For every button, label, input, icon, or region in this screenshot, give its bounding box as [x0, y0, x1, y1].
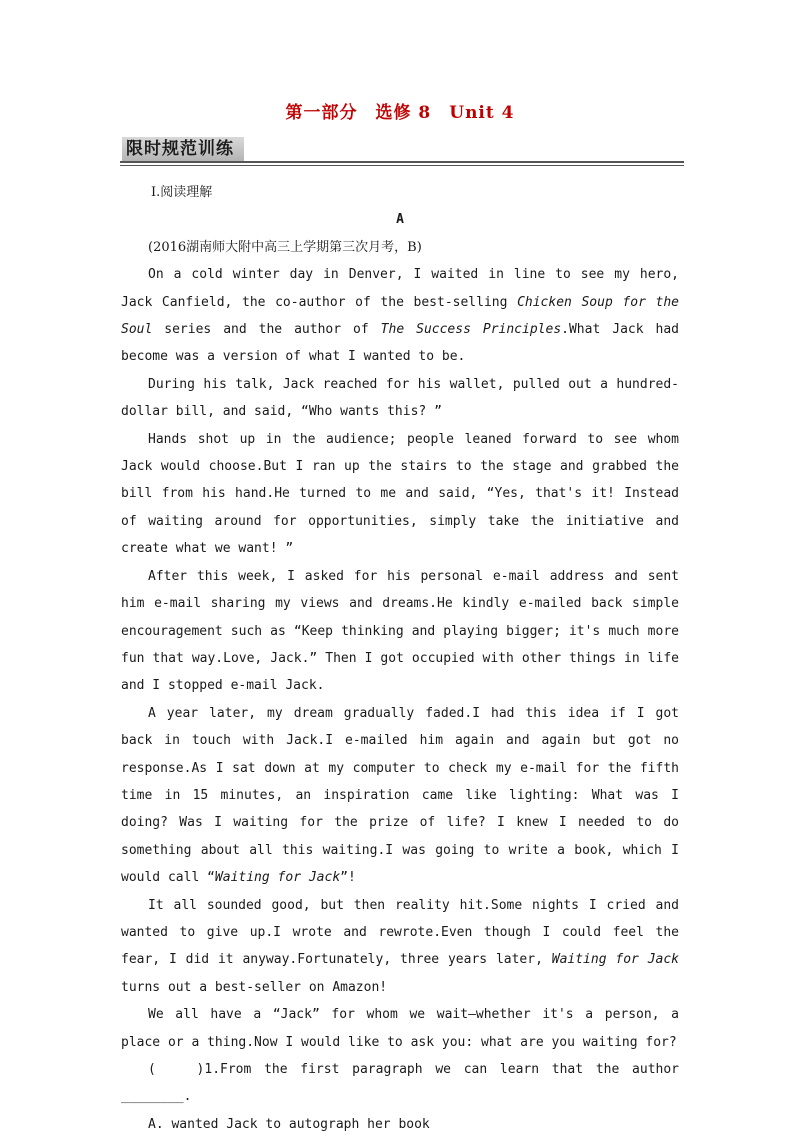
book-title: Waiting for Jack — [214, 870, 341, 886]
question-option-a: A. wanted Jack to autograph her book — [148, 1116, 430, 1132]
document-body — [121, 179, 679, 1138]
paragraph-4: After this week, I asked for his personal e-mail address and sent him e-mail sharing my views and dreams.He kindly e-mailed back simple encouragement such as “Keep thinking and playing bigger; it's much more fun that way.Love, Jack.” Then I got occupied with other things in life and I stopped e-mail Jack. — [121, 568, 679, 694]
book-title: The Success Principles — [380, 322, 562, 338]
question-stem: ( )1.From the first paragraph we can learn that the author ________. — [121, 1062, 679, 1105]
book-title: Chicken Soup for the Soul — [121, 294, 679, 338]
banner-divider-thin — [120, 165, 684, 166]
paragraph-2: During his talk, Jack reached for his wallet, pulled out a hundred-dollar bill, and said, “Who wants this? ” — [121, 376, 679, 420]
section-heading: Ⅰ.阅读理解 — [151, 185, 213, 200]
book-title: Waiting for Jack — [551, 952, 680, 968]
paragraph-1: On a cold winter day in Denver, I waited in line to see my hero, Jack Canfield, the co-author of the best-selling Chicken Soup for the Soul series and the author of The Success Principles.What Jack had become was a version of what I wanted to be. — [121, 267, 680, 365]
section-banner — [120, 136, 684, 166]
page-title: 第一部分 选修 8 Unit 4 — [285, 103, 515, 123]
passage-source: (2016湖南师大附中高三上学期第三次月考，B) — [148, 239, 422, 255]
paragraph-7: We all have a “Jack” for whom we wait—whether it's a person, a place or a thing.Now I would like to ask you: what are you waiting for? — [121, 1007, 679, 1050]
banner-divider — [120, 161, 684, 163]
banner-label: 限时规范训练 — [122, 137, 244, 161]
paragraph-6: It all sounded good, but then reality hit.Some nights I cried and wanted to give up.I wrote and rewrote.Even though I could feel the fear, I did it anyway.Fortunately, three years later, Waiting for Jack turns out a best-seller on Amazon! — [121, 897, 680, 995]
passage-label: A — [396, 212, 404, 228]
paragraph-3: Hands shot up in the audience; people leaned forward to see whom Jack would choose.But I ran up the stairs to the stage and grabbed the bill from his hand.He turned to me and said, “Yes, that's it! Instead of waiting around for opportunities, simply take the initiative and create what we want! ” — [121, 431, 679, 557]
paragraph-5: A year later, my dream gradually faded.I had this idea if I got back in touch with Jack.I e-mailed him again and again but got no response.As I sat down at my computer to check my e-mail for the fifth time in 15 minutes, an inspiration came like lighting: What was I doing? Was I waiting for the prize of life? I knew I needed to do something about all this waiting.I was going to write a book, which I would call “Waiting for Jack”! — [121, 705, 679, 886]
